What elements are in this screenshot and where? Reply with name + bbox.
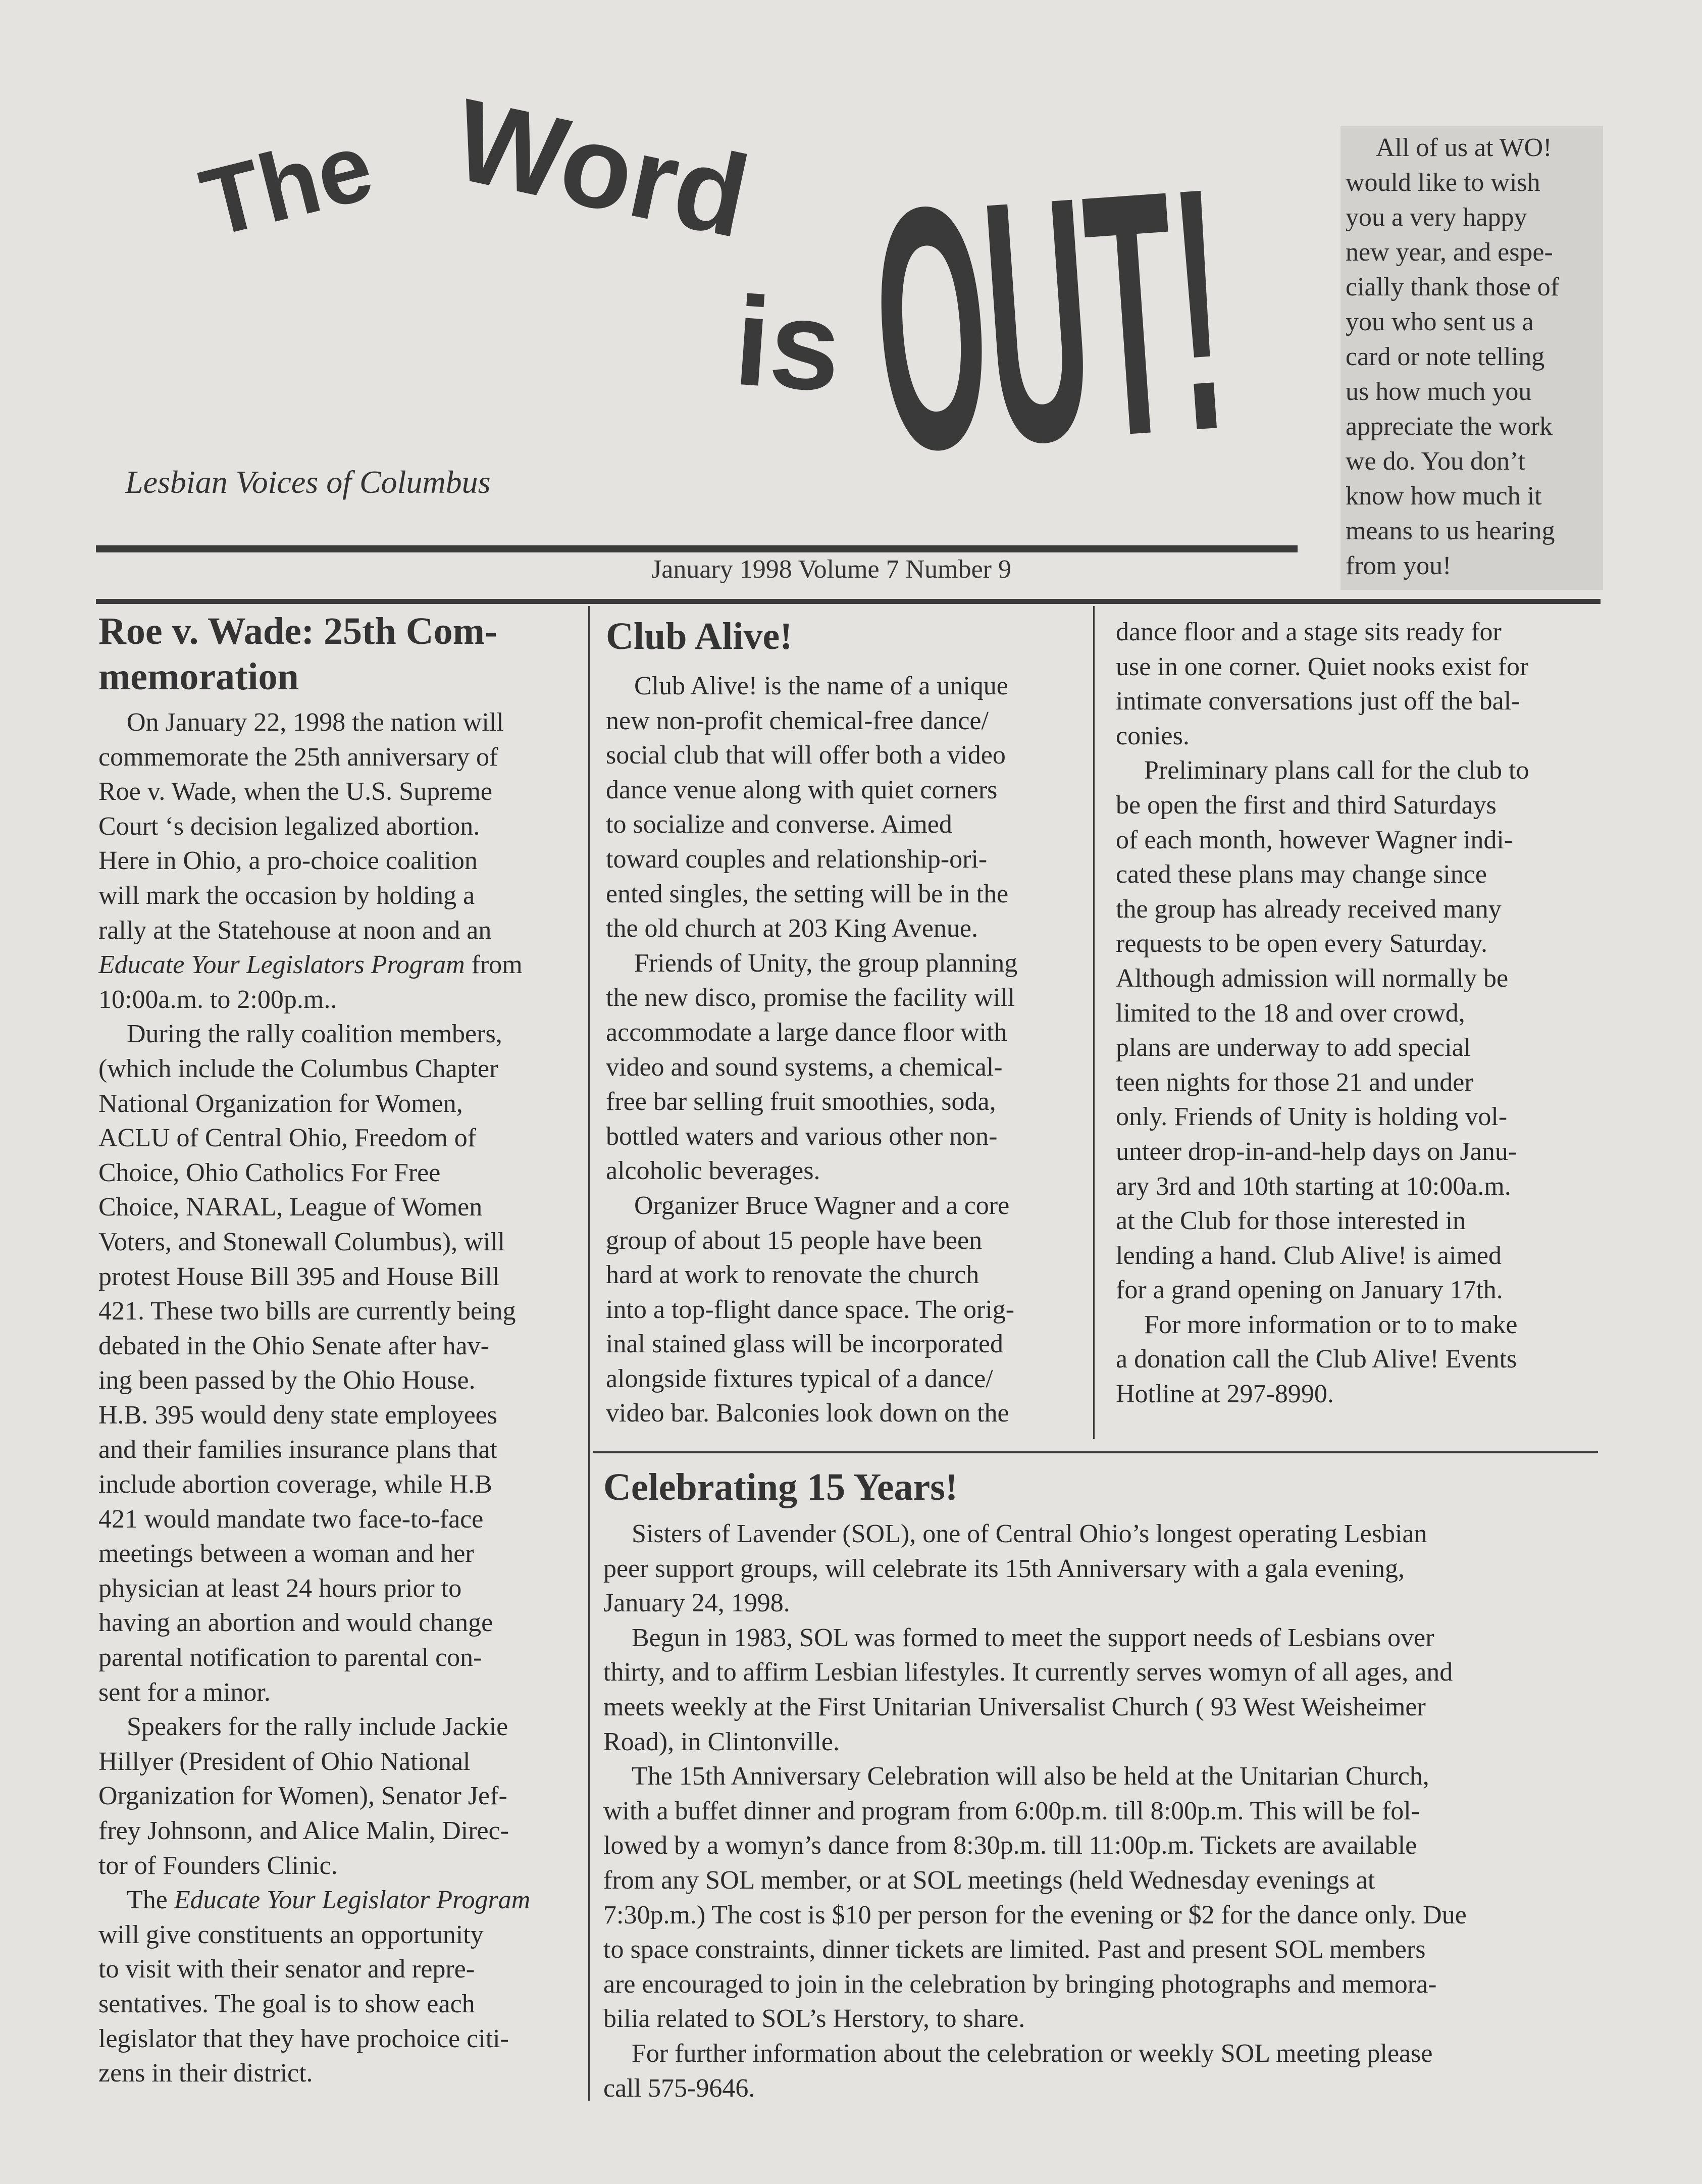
text-line: protest House Bill 395 and House Bill: [98, 1262, 500, 1291]
text-line: zens in their district.: [98, 2059, 313, 2088]
text-line: lowed by a womyn’s dance from 8:30p.m. till 11:00p.m. Tickets are available: [603, 1831, 1417, 1860]
logo-word: Word: [444, 74, 759, 263]
article-celebrating-15-years: [603, 1464, 1608, 2106]
text-line: tor of Founders Clinic.: [98, 1851, 338, 1880]
program-name: Educate Your Legislator Program: [174, 1886, 531, 1915]
text-line: parental notification to parental con-: [98, 1643, 482, 1672]
greeting-line: you who sent us a: [1346, 308, 1534, 336]
greeting-line: card or note telling: [1346, 342, 1545, 371]
text-line: dance venue along with quiet corners: [606, 775, 998, 804]
text-line: to visit with their senator and repre-: [98, 1955, 475, 1984]
text-line: For more information or to to make: [1144, 1310, 1518, 1339]
text-line: include abortion coverage, while H.B: [98, 1470, 492, 1499]
text-line: for a grand opening on January 17th.: [1116, 1276, 1503, 1305]
text-line: intimate conversations just off the bal-: [1116, 687, 1520, 716]
text-line: Voters, and Stonewall Columbus), will: [98, 1227, 505, 1256]
text-line: having an abortion and would change: [98, 1608, 493, 1638]
text-line: 10:00a.m. to 2:00p.m..: [98, 985, 337, 1014]
text-fragment: from: [465, 950, 523, 980]
text-line: ACLU of Central Ohio, Freedom of: [98, 1124, 477, 1153]
text-line: hard at work to renovate the church: [606, 1260, 979, 1290]
text-line: Choice, Ohio Catholics For Free: [98, 1158, 441, 1187]
text-line: at the Club for those interested in: [1116, 1206, 1466, 1236]
text-line: alcoholic beverages.: [606, 1156, 820, 1186]
column-divider-2: [1093, 606, 1095, 1439]
text-line: Hillyer (President of Ohio National: [98, 1747, 471, 1776]
text-line: Road), in Clintonville.: [603, 1727, 840, 1756]
masthead-rule: [96, 545, 1298, 552]
text-line: meetings between a woman and her: [98, 1539, 474, 1568]
greeting-line: cially thank those of: [1346, 273, 1560, 301]
text-line: Although admission will normally be: [1116, 963, 1509, 993]
text-line: accommodate a large dance floor with: [606, 1018, 1007, 1047]
article-club-alive-continued: [1116, 615, 1601, 1412]
text-line: bilia related to SOL’s Herstory, to share.: [603, 2004, 1025, 2034]
section-rule: [593, 1451, 1598, 1453]
text-line: ary 3rd and 10th starting at 10:00a.m.: [1116, 1172, 1511, 1201]
text-line: Here in Ohio, a pro-choice coalition: [98, 846, 478, 876]
tagline: Lesbian Voices of Columbus: [125, 464, 491, 500]
text-line: Sisters of Lavender (SOL), one of Central Ohio’s longest operating Lesbian: [632, 1519, 1427, 1548]
column-divider-1: [588, 606, 590, 2101]
text-line: Roe v. Wade, when the U.S. Supreme: [98, 777, 492, 806]
text-line: use in one corner. Quiet nooks exist for: [1116, 652, 1529, 681]
greeting-line: All of us at WO!: [1376, 133, 1552, 162]
masthead: [0, 0, 1313, 586]
text-line: will give constituents an opportunity: [98, 1920, 484, 1949]
text-line: Begun in 1983, SOL was formed to meet the support needs of Lesbians over: [632, 1623, 1434, 1652]
text-line: alongside fixtures typical of a dance/: [606, 1364, 993, 1393]
text-line: conies.: [1116, 721, 1190, 750]
text-line: are encouraged to join in the celebration by bringing photographs and memora-: [603, 1969, 1437, 1999]
greeting-line: would like to wish: [1346, 168, 1540, 197]
text-line: new non-profit chemical-free dance/: [606, 706, 989, 735]
text-line: rally at the Statehouse at noon and an: [98, 916, 492, 945]
text-line: only. Friends of Unity is holding vol-: [1116, 1102, 1508, 1132]
article-club-alive: [606, 614, 1086, 1431]
text-line: the group has already received many: [1116, 894, 1502, 924]
text-line: video and sound systems, a chemical-: [606, 1052, 1003, 1082]
text-line: Speakers for the rally include Jackie: [127, 1712, 508, 1742]
text-line: For further information about the celebration or weekly SOL meeting please: [632, 2039, 1433, 2068]
text-line: frey Johnsonn, and Alice Malin, Direc-: [98, 1816, 509, 1845]
text-line: social club that will offer both a video: [606, 741, 1006, 770]
text-line: National Organization for Women,: [98, 1089, 463, 1118]
text-line: During the rally coalition members,: [127, 1020, 502, 1049]
text-line: physician at least 24 hours prior to: [98, 1573, 462, 1603]
text-line: ented singles, the setting will be in the: [606, 879, 1009, 908]
text-line: will mark the occasion by holding a: [98, 881, 475, 910]
text-line: be open the first and third Saturdays: [1116, 790, 1497, 820]
greeting-line: know how much it: [1346, 482, 1542, 511]
text-line: legislator that they have prochoice citi-: [98, 2024, 509, 2053]
text-line: free bar selling fruit smoothies, soda,: [606, 1087, 996, 1116]
text-line: peer support groups, will celebrate its 15th Anniversary with a gala evening,: [603, 1554, 1405, 1583]
text-line: into a top-flight dance space. The orig-: [606, 1295, 1015, 1324]
text-line: video bar. Balconies look down on the: [606, 1399, 1009, 1428]
text-line: H.B. 395 would deny state employees: [98, 1400, 497, 1430]
text-line: dance floor and a stage sits ready for: [1116, 618, 1502, 646]
text-line: 421. These two bills are currently being: [98, 1297, 516, 1326]
greeting-line: we do. You don’t: [1346, 447, 1525, 476]
greeting-line: you a very happy: [1346, 203, 1527, 232]
text-line: Club Alive! is the name of a unique: [634, 672, 1008, 700]
text-line: Friends of Unity, the group planning: [634, 948, 1018, 978]
greeting-line: new year, and espe-: [1346, 238, 1553, 267]
text-line: sent for a minor.: [98, 1678, 271, 1707]
text-line: from any SOL member, or at SOL meetings (held Wednesday evenings at: [603, 1865, 1375, 1895]
text-line: meets weekly at the First Unitarian Universalist Church ( 93 West Weisheimer: [603, 1692, 1426, 1721]
text-line: to socialize and converse. Aimed: [606, 810, 952, 839]
text-line: thirty, and to affirm Lesbian lifestyles. It currently serves womyn of all ages, and: [603, 1658, 1453, 1687]
text-line: 7:30p.m.) The cost is $10 per person for the evening or $2 for the dance only. Due: [603, 1900, 1467, 1929]
text-line: Preliminary plans call for the club to: [1144, 756, 1529, 785]
text-line: with a buffet dinner and program from 6:00p.m. till 8:00p.m. This will be fol-: [603, 1796, 1420, 1825]
text-line: plans are underway to add special: [1116, 1033, 1471, 1062]
text-line: January 24, 1998.: [603, 1589, 790, 1618]
text-line: [98, 948, 578, 983]
text-line: to space constraints, dinner tickets are limited. Past and present SOL members: [603, 1935, 1426, 1964]
text-line: commemorate the 25th anniversary of: [98, 742, 498, 772]
text-line: The 15th Anniversary Celebration will also be held at the Unitarian Church,: [632, 1762, 1429, 1791]
text-line: Hotline at 297-8990.: [1116, 1380, 1334, 1409]
greeting-line: appreciate the work: [1346, 412, 1553, 441]
text-line: (which include the Columbus Chapter: [98, 1054, 498, 1083]
text-fragment: The: [127, 1886, 174, 1915]
text-line: and their families insurance plans that: [98, 1435, 497, 1464]
greeting-line: us how much you: [1346, 377, 1532, 406]
text-line: Choice, NARAL, League of Women: [98, 1193, 483, 1222]
text-line: lending a hand. Club Alive! is aimed: [1116, 1241, 1502, 1270]
text-line: group of about 15 people have been: [606, 1226, 983, 1255]
text-line: cated these plans may change since: [1116, 860, 1487, 889]
text-line: a donation call the Club Alive! Events: [1116, 1345, 1517, 1374]
text-line: ing been passed by the Ohio House.: [98, 1366, 476, 1395]
text-line: debated in the Ohio Senate after hav-: [98, 1331, 489, 1360]
text-line: bottled waters and various other non-: [606, 1122, 998, 1151]
text-line: 421 would mandate two face-to-face: [98, 1504, 484, 1534]
program-name: Educate Your Legislators Program: [98, 950, 465, 980]
text-line: the old church at 203 King Avenue.: [606, 914, 978, 943]
text-line: inal stained glass will be incorporated: [606, 1330, 1004, 1359]
issue-info: January 1998 Volume 7 Number 9: [651, 555, 1011, 584]
greeting-line: means to us hearing: [1346, 517, 1555, 545]
article-headline: Celebrating 15 Years!: [603, 1466, 958, 1508]
logo-is: is: [730, 270, 845, 418]
text-line: call 575-9646.: [603, 2073, 755, 2103]
text-line: unteer drop-in-and-help days on Janu-: [1116, 1137, 1517, 1166]
greeting-box: [1340, 126, 1603, 590]
article-roe-v-wade: [98, 608, 578, 2091]
greeting-line: from you!: [1346, 551, 1452, 580]
text-line: teen nights for those 21 and under: [1116, 1068, 1473, 1097]
text-line: requests to be open every Saturday.: [1116, 929, 1487, 958]
text-line: [98, 1883, 578, 1918]
text-line: the new disco, promise the facility will: [606, 983, 1015, 1012]
text-line: On January 22, 1998 the nation will: [127, 708, 504, 737]
text-line: toward couples and relationship-ori-: [606, 844, 988, 874]
header-rule: [96, 599, 1601, 604]
logo-out: OUT!: [863, 115, 1236, 525]
article-headline: Club Alive!: [606, 615, 793, 657]
text-line: sentatives. The goal is to show each: [98, 1989, 475, 2018]
text-line: Court ‘s decision legalized abortion.: [98, 811, 480, 841]
article-headline: memoration: [98, 655, 299, 698]
text-line: of each month, however Wagner indi-: [1116, 825, 1513, 854]
text-line: limited to the 18 and over crowd,: [1116, 998, 1465, 1028]
logo-the: The: [191, 112, 383, 258]
article-headline: Roe v. Wade: 25th Com-: [98, 610, 498, 652]
text-line: Organizer Bruce Wagner and a core: [634, 1191, 1010, 1220]
text-line: Organization for Women), Senator Jef-: [98, 1782, 507, 1811]
